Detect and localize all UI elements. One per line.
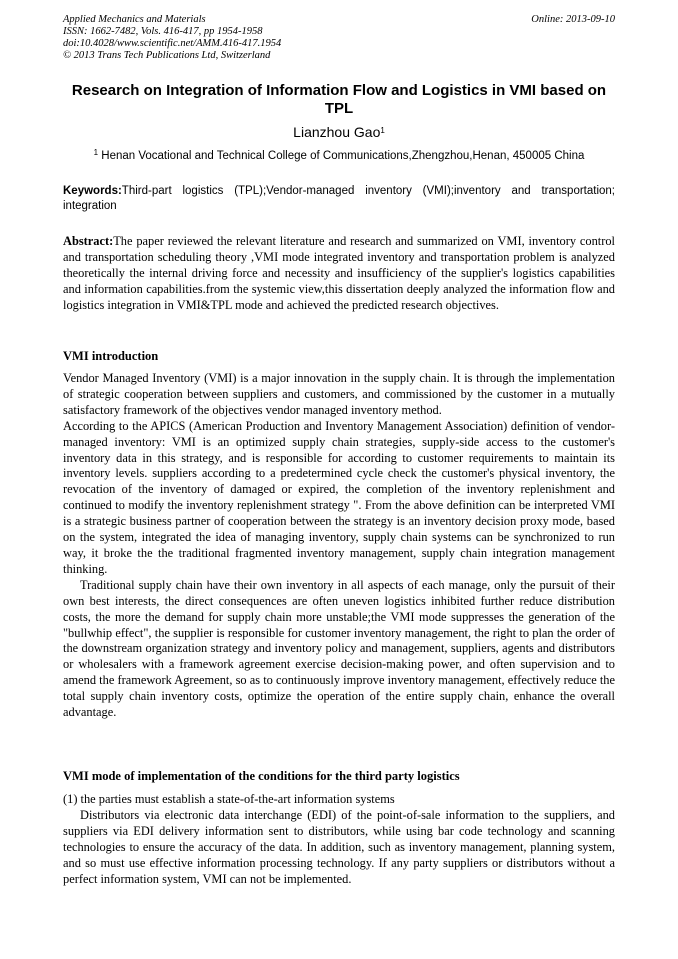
online-date: Online: 2013-09-10: [531, 14, 615, 25]
abstract: [63, 234, 615, 314]
abstract-label: Abstract:: [63, 234, 114, 248]
doi-line: doi:10.4028/www.scientific.net/AMM.416-417.1954: [63, 38, 282, 49]
affiliation-line: [63, 149, 615, 163]
affiliation-text: Henan Vocational and Technical College of Communications,Zhengzhou,Henan, 450005 China: [101, 150, 585, 162]
section-body: [63, 371, 615, 721]
author-line: [63, 124, 615, 140]
section-heading: VMI mode of implementation of the conditions for the third party logistics: [63, 769, 460, 783]
paragraph: Vendor Managed Inventory (VMI) is a major innovation in the supply chain. It is through the implementation of strategic cooperation between suppliers and customers, and commissioned by the customer in a mutually satisfactory framework of the objectives vendor managed inventory method.: [63, 371, 615, 417]
copyright-line: © 2013 Trans Tech Publications Ltd, Switzerland: [63, 50, 271, 61]
journal-header: [63, 14, 615, 62]
keywords-text: Third-part logistics (TPL);Vendor-managed inventory (VMI);inventory and transportation; integration: [63, 185, 615, 212]
keywords-label: Keywords:: [63, 185, 122, 197]
section-heading: VMI introduction: [63, 349, 159, 363]
author-affiliation-marker: 1: [380, 126, 385, 135]
affiliation-marker: 1: [93, 148, 99, 157]
paragraph: Distributors via electronic data interchange (EDI) of the point-of-sale information to the suppliers, and suppliers via EDI delivery information sent to distributors, while using bar code technology and scanning technologies to ensure the accuracy of the data. In addition, such as inventory management, planning system, and so must use effective information processing technology. If any party suppliers or distributors without a perfect information system, VMI can not be implemented.: [63, 807, 615, 886]
paragraph: Traditional supply chain have their own inventory in all aspects of each manage, only the pursuit of their own best interests, the direct consequences are often uneven logistics inhibited further reduce distribution costs, the more the demand for supply chain more unstable;the VMI mode suppresses the generation of the "bullwhip effect", the supplier is responsible for customer inventory management, the right to plan the order of the downstream organization strategy and inventory policy and management, suppliers, agents and distributors or wholesalers with a framework agreement exercise decision-making power, and often supervision and to amend the framework Agreement, so as to continuously improve inventory management, effectively reduce the total supply chain inventory costs, optimize the operation of the entire supply chain, enhance the overall advantage.: [63, 577, 615, 720]
paragraph: According to the APICS (American Production and Inventory Management Association) definition of vendor-managed inventory: VMI is an optimized supply chain strategies, supply-side access to the customer's inventory data in this strategy, and is responsible for according to customer requirements to maintain its inventory levels. suppliers according to a predetermined cycle check the customer's physical inventory, the revocation of the inventory of damaged or expired, the completion of the inventory replenishment and continued to modify the inventory replenishment strategy ". From the above definition can be interpreted VMI is a strategic business partner of cooperation between the strategy is an inventory decision proxy mode, based on the system, integrated the idea of managing inventory, supply chain systems can be synchronized to run way, it broke the the traditional fragmented inventory management, supply chain integration management thinking.: [63, 418, 615, 576]
section-body: [63, 792, 615, 887]
author-name: Lianzhou Gao: [293, 124, 381, 140]
paper-title: Research on Integration of Information Flow and Logistics in VMI based on TPL: [71, 82, 607, 117]
issn-line: ISSN: 1662-7482, Vols. 416-417, pp 1954-1958: [63, 26, 263, 37]
abstract-text: The paper reviewed the relevant literature and research and summarized on VMI, inventory control and transportation scheduling theory ,VMI mode integrated inventory and transportation problem is analyzed theoretically the internal driving force and necessity and insufficiency of the supplier's logistics capabilities and information capabilities.from the systemic view,this dissertation deeply analyzed the information flow and logistics integration in VMI&TPL mode and achieved the predicted research objectives.: [63, 234, 615, 312]
paragraph: (1) the parties must establish a state-of-the-art information systems: [63, 792, 395, 806]
keywords: [63, 184, 615, 213]
journal-name: Applied Mechanics and Materials: [63, 14, 206, 25]
